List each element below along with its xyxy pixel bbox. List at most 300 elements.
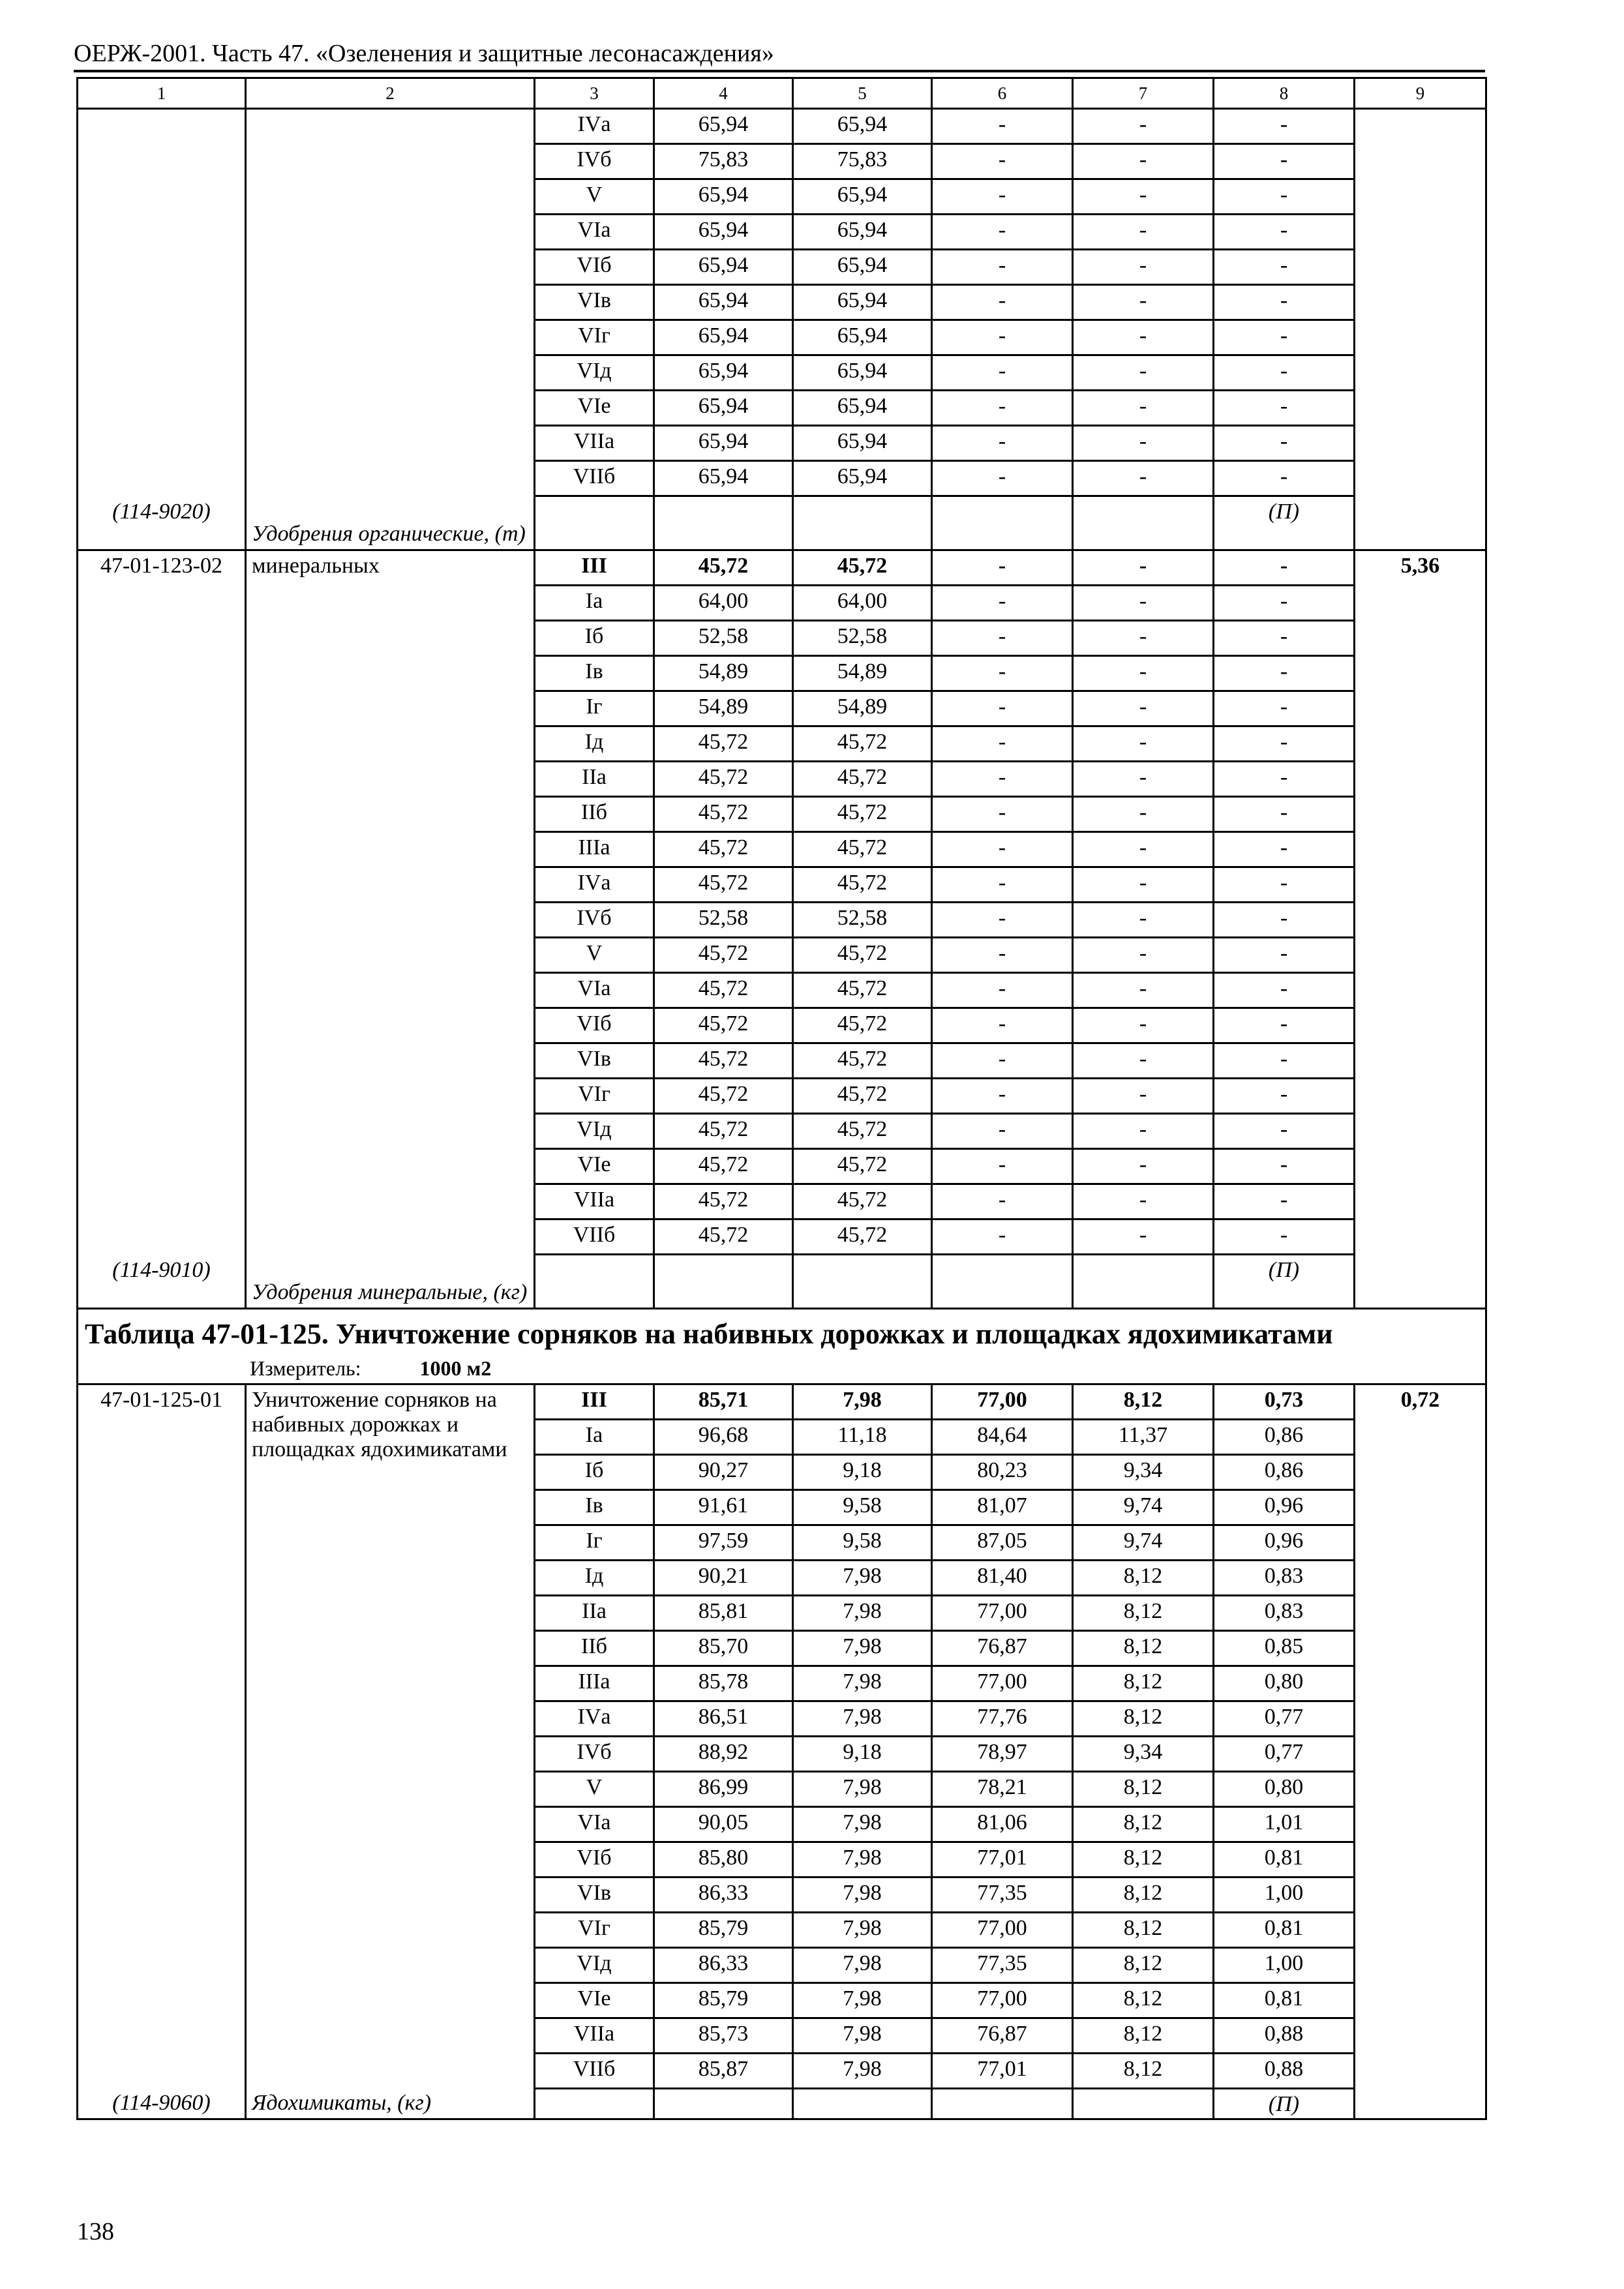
table-cell xyxy=(793,1912,932,1947)
table-cell xyxy=(1073,1079,1214,1114)
value-cell: - xyxy=(1280,429,1288,453)
territory-zone: VIIб xyxy=(573,1223,616,1247)
value-cell: 65,94 xyxy=(837,323,888,348)
table-cell xyxy=(654,1008,793,1043)
value-cell: - xyxy=(1280,695,1288,719)
value-cell: 77,00 xyxy=(977,1387,1027,1412)
value-cell: - xyxy=(1280,1047,1288,1071)
value-cell: - xyxy=(1139,835,1147,860)
table-cell xyxy=(1073,2018,1214,2053)
table-cell xyxy=(1073,867,1214,903)
table-cell xyxy=(1073,1736,1214,1771)
code-cell xyxy=(78,109,246,550)
table-cell xyxy=(1073,2088,1214,2119)
resource-unit: (П) xyxy=(1268,2091,1300,2116)
territory-zone: VIIа xyxy=(573,2021,615,2046)
value-cell: - xyxy=(1139,1082,1147,1106)
table-cell xyxy=(932,938,1073,973)
value-cell: 76,87 xyxy=(977,1634,1027,1658)
value-cell: 52,58 xyxy=(837,624,888,648)
table-cell xyxy=(654,426,793,461)
table-cell xyxy=(932,496,1073,550)
value-cell: 96,68 xyxy=(698,1422,749,1447)
value-cell: 45,72 xyxy=(837,976,888,1000)
value-cell: 45,72 xyxy=(698,1223,749,1247)
value-cell: 45,72 xyxy=(698,800,749,824)
table-cell xyxy=(932,1560,1073,1595)
column-number: 1 xyxy=(78,78,246,109)
table-cell xyxy=(535,320,654,355)
table-cell xyxy=(654,1842,793,1877)
table-cell xyxy=(1214,1008,1355,1043)
name-cell xyxy=(246,550,535,1309)
value-cell: 11,18 xyxy=(837,1422,887,1447)
table-cell xyxy=(1073,250,1214,285)
value-cell: 8,12 xyxy=(1123,2021,1163,2046)
table-cell xyxy=(654,621,793,656)
value-cell: - xyxy=(1280,1082,1288,1106)
table-cell xyxy=(1214,1560,1355,1595)
value-cell: - xyxy=(1139,695,1147,719)
rate-code: 47-01-123-02 xyxy=(100,554,222,578)
table-cell xyxy=(1214,903,1355,938)
table-cell xyxy=(535,1877,654,1912)
value-cell: 9,74 xyxy=(1123,1528,1163,1553)
table-cell xyxy=(793,250,932,285)
table-cell xyxy=(793,1771,932,1806)
value-cell: 54,89 xyxy=(698,695,749,719)
table-cell xyxy=(535,1255,654,1309)
territory-zone: Iб xyxy=(584,1458,604,1482)
table-cell xyxy=(1073,1701,1214,1736)
resource-code: (114-9060) xyxy=(112,2090,211,2115)
value-cell: 7,98 xyxy=(843,1774,882,1799)
table-cell xyxy=(1214,144,1355,179)
value-cell: - xyxy=(998,464,1006,488)
value-cell: 45,72 xyxy=(837,765,888,789)
table-cell xyxy=(1214,1219,1355,1255)
table-cell xyxy=(932,550,1073,586)
value-cell: - xyxy=(1139,429,1147,453)
resource-name: Ядохимикаты, (кг) xyxy=(252,2090,432,2115)
value-cell: - xyxy=(1280,730,1288,754)
table-cell xyxy=(654,1184,793,1219)
page-header: ОЕРЖ-2001. Часть 47. «Озеленения и защитные лесонасаждения» xyxy=(74,40,774,67)
value-cell: - xyxy=(1280,765,1288,789)
value-cell: 0,77 xyxy=(1264,1704,1304,1729)
table-cell xyxy=(535,1595,654,1630)
value-cell: 45,72 xyxy=(698,1011,749,1036)
value-cell: - xyxy=(1280,288,1288,312)
value-cell: - xyxy=(998,624,1006,648)
table-cell xyxy=(793,1149,932,1184)
value-cell: 7,98 xyxy=(843,2021,882,2046)
value-cell: 86,33 xyxy=(698,1951,749,1975)
value-cell: - xyxy=(1139,976,1147,1000)
value-cell: 9,34 xyxy=(1123,1458,1163,1482)
value-cell: 52,58 xyxy=(837,906,888,930)
value-cell: 80,23 xyxy=(977,1458,1027,1482)
territory-zone: VIг xyxy=(578,1082,610,1106)
table-cell xyxy=(1214,2053,1355,2088)
value-cell: 45,72 xyxy=(837,1011,888,1036)
value-cell: 65,94 xyxy=(698,218,749,242)
value-cell: 75,83 xyxy=(698,147,749,172)
table-cell xyxy=(535,1982,654,2018)
table-cell xyxy=(535,426,654,461)
table-cell xyxy=(1073,1595,1214,1630)
table-cell xyxy=(1073,215,1214,250)
table-cell xyxy=(654,144,793,179)
resource-name: Удобрения минеральные, (кг) xyxy=(252,1279,528,1304)
value-cell: 75,83 xyxy=(837,147,888,172)
table-cell xyxy=(932,1666,1073,1701)
table-cell xyxy=(932,1384,1073,1419)
table-cell xyxy=(654,550,793,586)
table-cell xyxy=(654,461,793,496)
table-cell xyxy=(654,1982,793,2018)
table-cell xyxy=(654,1149,793,1184)
table-cell xyxy=(535,179,654,215)
value-cell: 0,73 xyxy=(1264,1387,1304,1412)
territory-zone: VIг xyxy=(578,1915,610,1940)
value-cell: 8,12 xyxy=(1123,1669,1163,1694)
table-cell xyxy=(1214,1525,1355,1560)
value-cell: - xyxy=(998,429,1006,453)
name-cell xyxy=(246,1384,535,2119)
table-cell xyxy=(1214,2018,1355,2053)
table-cell xyxy=(1073,1255,1214,1309)
value-cell: 65,94 xyxy=(837,359,888,383)
table-cell xyxy=(535,938,654,973)
territory-zone: Iг xyxy=(586,1528,603,1553)
table-cell xyxy=(1073,426,1214,461)
value-cell: 45,72 xyxy=(837,730,888,754)
value-cell: - xyxy=(1139,1047,1147,1071)
value-cell: 45,72 xyxy=(698,835,749,860)
value-cell: 86,33 xyxy=(698,1880,749,1905)
territory-zone: Iг xyxy=(586,695,603,719)
territory-zone: IVа xyxy=(577,871,611,895)
value-cell: 0,83 xyxy=(1264,1563,1304,1588)
territory-zone: VIв xyxy=(577,1047,611,1071)
value-cell: - xyxy=(1280,871,1288,895)
table-cell xyxy=(793,1806,932,1842)
value-cell: 78,21 xyxy=(977,1774,1027,1799)
value-cell: - xyxy=(998,800,1006,824)
territory-zone: Iа xyxy=(585,589,603,613)
table-cell xyxy=(793,144,932,179)
table-row xyxy=(78,1384,1486,1419)
table-cell xyxy=(793,2088,932,2119)
table-cell xyxy=(932,656,1073,691)
table-cell xyxy=(932,1255,1073,1309)
table-cell xyxy=(793,2018,932,2053)
table-cell xyxy=(654,1489,793,1525)
table-cell xyxy=(932,1419,1073,1454)
table-cell xyxy=(654,1384,793,1419)
value-cell: 65,94 xyxy=(837,218,888,242)
table-cell xyxy=(654,1114,793,1149)
value-cell: 0,83 xyxy=(1264,1598,1304,1623)
table-cell xyxy=(1073,1489,1214,1525)
table-cell xyxy=(535,1114,654,1149)
value-cell: - xyxy=(1139,253,1147,277)
value-cell: 85,87 xyxy=(698,2056,749,2081)
value-cell: 45,72 xyxy=(837,800,888,824)
table-cell xyxy=(654,355,793,391)
value-cell: 81,40 xyxy=(977,1563,1027,1588)
value-cell: 9,74 xyxy=(1123,1493,1163,1518)
value-cell: 54,89 xyxy=(837,659,888,683)
table-cell xyxy=(1214,1489,1355,1525)
measure-label: Измеритель: xyxy=(250,1356,361,1380)
table-cell xyxy=(932,797,1073,832)
value-cell: - xyxy=(1280,253,1288,277)
table-cell xyxy=(932,1454,1073,1489)
value-cell: - xyxy=(1280,800,1288,824)
resource-code: (114-9010) xyxy=(112,1257,211,1282)
table-cell xyxy=(793,320,932,355)
table-cell xyxy=(932,1489,1073,1525)
value-cell: - xyxy=(1139,359,1147,383)
value-cell: - xyxy=(1139,871,1147,895)
value-cell: 8,12 xyxy=(1123,1880,1163,1905)
value-cell: 85,79 xyxy=(698,1915,749,1940)
value-cell: - xyxy=(998,1223,1006,1247)
rate-code: 47-01-125-01 xyxy=(100,1387,222,1412)
table-cell xyxy=(654,1419,793,1454)
territory-zone: IVб xyxy=(577,147,612,172)
value-cell: - xyxy=(998,1047,1006,1071)
table-cell xyxy=(1214,656,1355,691)
table-cell xyxy=(932,2053,1073,2088)
table-cell xyxy=(793,621,932,656)
value-cell: 45,72 xyxy=(837,1188,888,1212)
table-row xyxy=(78,109,1486,144)
code-cell xyxy=(78,1384,246,2119)
value-cell: 91,61 xyxy=(698,1493,749,1518)
value-cell: - xyxy=(1139,554,1147,578)
territory-zone: VIIб xyxy=(573,464,616,488)
table-cell xyxy=(793,867,932,903)
value-cell: 8,12 xyxy=(1123,1810,1163,1834)
territory-zone: Iв xyxy=(585,659,603,683)
value-cell: 0,81 xyxy=(1264,1915,1304,1940)
value-cell: 45,72 xyxy=(698,1082,749,1106)
value-cell: 7,98 xyxy=(843,1563,882,1588)
table-cell xyxy=(1214,1114,1355,1149)
table-cell xyxy=(1214,938,1355,973)
value-cell: 65,94 xyxy=(837,253,888,277)
table-cell xyxy=(793,656,932,691)
value-cell: 7,98 xyxy=(843,1598,882,1623)
table-cell xyxy=(654,1630,793,1666)
table-cell xyxy=(654,109,793,144)
table-cell xyxy=(1073,496,1214,550)
table-cell xyxy=(654,586,793,621)
value-cell: - xyxy=(1139,765,1147,789)
table-title-cell xyxy=(78,1309,1486,1384)
table-cell xyxy=(654,1454,793,1489)
table-cell xyxy=(1073,797,1214,832)
value-cell: 9,58 xyxy=(843,1493,882,1518)
table-cell xyxy=(535,726,654,762)
table-cell xyxy=(793,691,932,726)
table-cell xyxy=(1073,1560,1214,1595)
value-cell: 8,12 xyxy=(1123,2056,1163,2081)
value-cell: 77,01 xyxy=(977,2056,1027,2081)
table-cell xyxy=(535,762,654,797)
table-cell xyxy=(535,1008,654,1043)
value-cell: 1,00 xyxy=(1264,1880,1304,1905)
territory-zone: IVб xyxy=(577,1739,612,1764)
value-cell: - xyxy=(998,659,1006,683)
table-cell xyxy=(535,215,654,250)
table-cell xyxy=(932,1008,1073,1043)
value-cell: 0,77 xyxy=(1264,1739,1304,1764)
table-cell xyxy=(535,1912,654,1947)
resource-unit: (П) xyxy=(1268,500,1300,524)
col9-value: 5,36 xyxy=(1400,554,1440,578)
table-cell xyxy=(932,903,1073,938)
table-cell xyxy=(535,461,654,496)
rate-name: Уничтожение сорняков на набивных дорожках и площадках ядохимикатами xyxy=(252,1387,507,1461)
table-cell xyxy=(793,215,932,250)
value-cell: 8,12 xyxy=(1123,1598,1163,1623)
table-cell xyxy=(654,391,793,426)
table-cell xyxy=(793,1219,932,1255)
table-cell xyxy=(793,1008,932,1043)
value-cell: 45,72 xyxy=(698,941,749,965)
table-cell xyxy=(1214,832,1355,867)
value-cell: 77,00 xyxy=(977,1915,1027,1940)
table-cell xyxy=(932,1079,1073,1114)
name-cell xyxy=(246,109,535,550)
value-cell: 45,72 xyxy=(698,1152,749,1176)
table-cell xyxy=(1073,691,1214,726)
table-cell xyxy=(932,1982,1073,2018)
table-cell xyxy=(793,461,932,496)
value-cell: 76,87 xyxy=(977,2021,1027,2046)
value-cell: 8,12 xyxy=(1123,1634,1163,1658)
value-cell: - xyxy=(998,906,1006,930)
table-cell xyxy=(932,109,1073,144)
table-cell xyxy=(1214,496,1355,550)
table-cell xyxy=(535,1384,654,1419)
column-number: 9 xyxy=(1355,78,1486,109)
table-title-row xyxy=(78,1309,1486,1384)
table-cell xyxy=(1073,1771,1214,1806)
table-cell xyxy=(1214,215,1355,250)
table-cell xyxy=(1073,656,1214,691)
value-cell: 7,98 xyxy=(843,1845,882,1870)
table-cell xyxy=(932,1184,1073,1219)
table-cell xyxy=(535,2053,654,2088)
table-cell xyxy=(1073,285,1214,320)
value-cell: 97,59 xyxy=(698,1528,749,1553)
value-cell: 0,80 xyxy=(1264,1669,1304,1694)
table-cell xyxy=(1073,1454,1214,1489)
value-cell: - xyxy=(1139,464,1147,488)
table-cell xyxy=(654,250,793,285)
table-title: Таблица 47-01-125. Уничтожение сорняков на набивных дорожках и площадках ядохимикатами xyxy=(85,1318,1333,1350)
value-cell: 65,94 xyxy=(698,359,749,383)
value-cell: - xyxy=(998,323,1006,348)
table-cell xyxy=(793,938,932,973)
table-cell xyxy=(932,1114,1073,1149)
table-cell xyxy=(1073,1008,1214,1043)
value-cell: 8,12 xyxy=(1123,1563,1163,1588)
table-cell xyxy=(932,726,1073,762)
table-cell xyxy=(1073,586,1214,621)
table-cell xyxy=(535,1666,654,1701)
table-cell xyxy=(1214,1079,1355,1114)
territory-zone: VIа xyxy=(577,976,611,1000)
value-cell: 90,27 xyxy=(698,1458,749,1482)
header-rule xyxy=(74,70,1485,72)
table-cell xyxy=(1214,1806,1355,1842)
table-cell xyxy=(932,179,1073,215)
table-cell xyxy=(932,691,1073,726)
table-cell xyxy=(1214,285,1355,320)
table-cell xyxy=(535,621,654,656)
table-cell xyxy=(654,2053,793,2088)
value-cell: 77,35 xyxy=(977,1880,1027,1905)
table-cell xyxy=(654,1595,793,1630)
table-cell xyxy=(654,867,793,903)
table-cell xyxy=(793,1079,932,1114)
table-cell xyxy=(932,391,1073,426)
value-cell: - xyxy=(1280,554,1288,578)
value-cell: 0,85 xyxy=(1264,1634,1304,1658)
table-cell xyxy=(793,726,932,762)
value-cell: - xyxy=(1139,147,1147,172)
value-cell: - xyxy=(1139,589,1147,613)
table-cell xyxy=(1073,1877,1214,1912)
table-cell xyxy=(932,586,1073,621)
table-cell xyxy=(1073,1982,1214,2018)
table-cell xyxy=(654,691,793,726)
territory-zone: VIд xyxy=(577,359,612,383)
rate-name: минеральных xyxy=(252,554,380,578)
table-cell xyxy=(654,2088,793,2119)
value-cell: 86,51 xyxy=(698,1704,749,1729)
table-cell xyxy=(535,656,654,691)
table-cell xyxy=(793,1666,932,1701)
table-cell xyxy=(1073,762,1214,797)
column-header-row xyxy=(78,78,1486,109)
table-cell xyxy=(932,1877,1073,1912)
value-cell: 77,00 xyxy=(977,1598,1027,1623)
table-cell xyxy=(932,1219,1073,1255)
table-cell xyxy=(535,1149,654,1184)
table-cell xyxy=(932,621,1073,656)
value-cell: - xyxy=(1139,730,1147,754)
col9-cell xyxy=(1355,109,1486,550)
table-cell xyxy=(654,1666,793,1701)
table-cell xyxy=(932,867,1073,903)
value-cell: 9,18 xyxy=(843,1458,882,1482)
table-cell xyxy=(1214,762,1355,797)
territory-zone: Iд xyxy=(584,730,604,754)
value-cell: 45,72 xyxy=(837,941,888,965)
table-cell xyxy=(932,250,1073,285)
value-cell: 87,05 xyxy=(977,1528,1027,1553)
value-cell: 65,94 xyxy=(837,183,888,207)
value-cell: - xyxy=(998,1188,1006,1212)
table-cell xyxy=(535,1079,654,1114)
